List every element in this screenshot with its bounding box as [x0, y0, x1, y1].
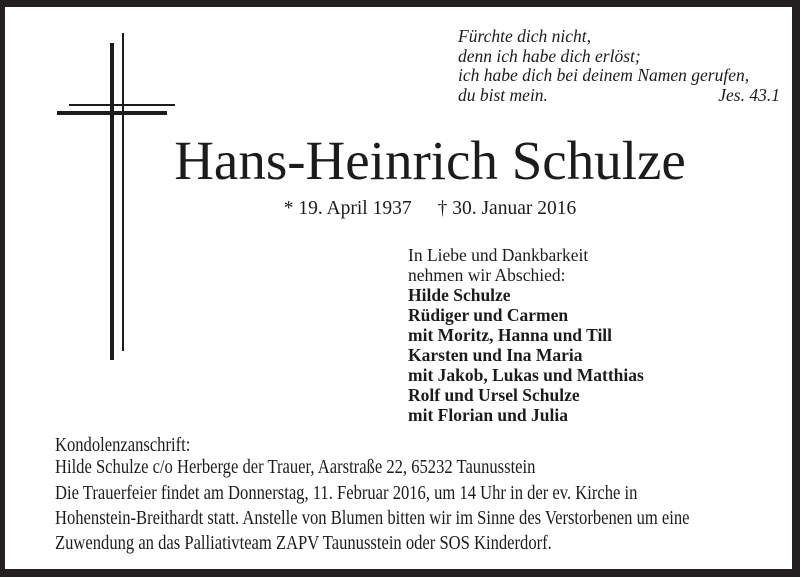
birth-date: * 19. April 1937 — [283, 198, 412, 219]
life-dates — [100, 198, 760, 220]
death-date: † 30. Januar 2016 — [437, 198, 577, 219]
quote-line: ich habe dich bei deinem Namen gerufen, — [458, 65, 750, 85]
condolence-block — [55, 435, 620, 479]
frame-bottom-border — [0, 569, 800, 577]
condolence-address: Hilde Schulze c/o Herberge der Trauer, Aarstraße 22, 65232 Taunusstein — [55, 457, 536, 478]
cross-horizontal-thick-line — [57, 111, 167, 115]
quote-line: Fürchte dich nicht, — [458, 26, 591, 46]
deceased-name: Hans-Heinrich Schulze — [174, 130, 686, 191]
funeral-info — [55, 481, 800, 556]
cross-horizontal-thin-line — [69, 104, 175, 106]
quote-line: du bist mein. — [458, 84, 548, 105]
frame-top-border — [0, 0, 800, 7]
bible-reference: Jes. 43.1 — [718, 84, 780, 105]
mourner-name: mit Florian und Julia — [408, 405, 568, 425]
funeral-info-line: Hohenstein-Breithardt statt. Anstelle von Blumen bitten wir im Sinne des Verstorbenen um eine — [55, 508, 690, 529]
farewell-intro-line: nehmen wir Abschied: — [408, 265, 566, 285]
condolence-label: Kondolenzanschrift: — [55, 435, 191, 456]
mourner-name: Karsten und Ina Maria — [408, 345, 583, 365]
funeral-info-line: Zuwendung an das Palliativteam ZAPV Taunusstein oder SOS Kinderdorf. — [55, 533, 552, 554]
mourner-name: Rüdiger und Carmen — [408, 305, 569, 325]
quote-line: denn ich habe dich erlöst; — [458, 45, 641, 66]
bible-quote — [458, 27, 780, 105]
mourner-name: mit Moritz, Hanna und Till — [408, 325, 613, 345]
farewell-block — [408, 245, 644, 425]
farewell-intro-line: In Liebe und Dankbarkeit — [408, 245, 589, 265]
mourner-name: mit Jakob, Lukas und Matthias — [408, 365, 644, 385]
mourner-name: Rolf und Ursel Schulze — [408, 385, 580, 405]
funeral-info-line: Die Trauerfeier findet am Donnerstag, 11. Februar 2016, um 14 Uhr in der ev. Kirche in — [55, 483, 638, 504]
frame-left-border — [0, 0, 5, 577]
mourner-name: Hilde Schulze — [408, 285, 511, 305]
